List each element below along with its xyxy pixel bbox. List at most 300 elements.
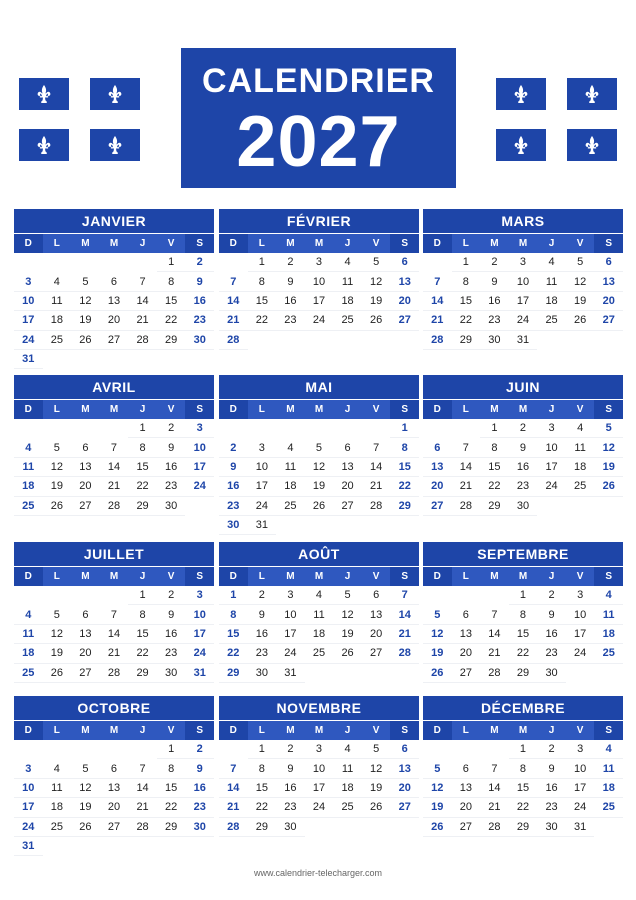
day-cell: 9 <box>157 438 186 457</box>
day-cell: 27 <box>390 798 419 817</box>
fleur-de-lis-icon <box>585 136 599 154</box>
weekday-label: M <box>509 234 538 253</box>
day-cell: 4 <box>333 253 362 272</box>
day-cell: 7 <box>452 438 481 457</box>
day-cell: 29 <box>480 497 509 516</box>
day-cell: 21 <box>100 477 129 496</box>
day-cell: 8 <box>480 438 509 457</box>
day-cell: 15 <box>509 625 538 644</box>
empty-cell <box>128 740 157 759</box>
weekday-label: M <box>480 234 509 253</box>
month-name: AOÛT <box>219 542 419 566</box>
day-cell: 2 <box>157 419 186 438</box>
day-cell: 7 <box>362 438 391 457</box>
empty-cell <box>71 253 100 272</box>
day-cell: 30 <box>480 331 509 350</box>
month-block <box>14 542 214 707</box>
weekday-header <box>14 234 214 253</box>
weekday-label: M <box>305 567 334 586</box>
weekday-label: V <box>566 567 595 586</box>
weekday-header <box>219 721 419 740</box>
quebec-flag <box>19 129 69 161</box>
day-cell: 11 <box>333 759 362 778</box>
day-cell: 24 <box>566 644 595 663</box>
day-cell: 21 <box>362 477 391 496</box>
weekday-label: L <box>452 721 481 740</box>
day-cell: 5 <box>305 438 334 457</box>
day-cell: 8 <box>157 759 186 778</box>
weekday-label: M <box>276 400 305 419</box>
day-cell: 23 <box>248 644 277 663</box>
day-cell: 2 <box>276 740 305 759</box>
day-cell: 17 <box>248 477 277 496</box>
weekday-label: V <box>157 234 186 253</box>
day-cell: 28 <box>128 818 157 837</box>
day-cell: 13 <box>71 458 100 477</box>
day-cell: 12 <box>71 779 100 798</box>
day-cell: 24 <box>14 818 43 837</box>
day-cell: 4 <box>276 438 305 457</box>
day-cell: 12 <box>423 625 452 644</box>
day-cell: 14 <box>219 292 248 311</box>
day-cell: 29 <box>248 818 277 837</box>
day-cell: 2 <box>537 740 566 759</box>
day-cell: 25 <box>276 497 305 516</box>
day-cell: 29 <box>157 331 186 350</box>
day-cell: 24 <box>14 331 43 350</box>
weekday-label: J <box>537 721 566 740</box>
day-cell: 27 <box>362 644 391 663</box>
weekday-header <box>219 567 419 586</box>
day-cell: 12 <box>566 272 595 291</box>
day-cell: 18 <box>43 311 72 330</box>
day-cell: 17 <box>185 458 214 477</box>
day-cell: 11 <box>594 605 623 624</box>
day-cell: 24 <box>305 311 334 330</box>
day-cell: 19 <box>333 625 362 644</box>
month-name: AVRIL <box>14 375 214 399</box>
day-cell: 22 <box>509 798 538 817</box>
day-cell: 14 <box>128 779 157 798</box>
day-cell: 21 <box>480 798 509 817</box>
weekday-label: V <box>157 400 186 419</box>
weekday-label: V <box>566 234 595 253</box>
day-cell: 14 <box>362 458 391 477</box>
day-grid <box>14 740 214 856</box>
day-cell: 31 <box>248 516 277 535</box>
day-cell: 2 <box>185 740 214 759</box>
weekday-label: L <box>248 400 277 419</box>
day-cell: 23 <box>537 798 566 817</box>
month-name: MARS <box>423 209 623 233</box>
weekday-label: M <box>100 721 129 740</box>
empty-cell <box>71 419 100 438</box>
day-cell: 25 <box>333 798 362 817</box>
weekday-label: M <box>480 400 509 419</box>
day-cell: 11 <box>305 605 334 624</box>
day-grid <box>219 586 419 683</box>
day-grid <box>423 586 623 683</box>
day-cell: 19 <box>362 292 391 311</box>
weekday-label: J <box>128 567 157 586</box>
day-cell: 2 <box>219 438 248 457</box>
empty-cell <box>480 740 509 759</box>
day-cell: 11 <box>594 759 623 778</box>
day-cell: 27 <box>333 497 362 516</box>
day-cell: 4 <box>566 419 595 438</box>
day-cell: 17 <box>305 779 334 798</box>
day-cell: 8 <box>128 438 157 457</box>
quebec-flag <box>567 129 617 161</box>
day-cell: 14 <box>100 625 129 644</box>
day-cell: 13 <box>423 458 452 477</box>
day-cell: 8 <box>509 605 538 624</box>
weekday-label: M <box>71 234 100 253</box>
day-cell: 22 <box>219 644 248 663</box>
day-cell: 28 <box>128 331 157 350</box>
weekday-label: M <box>305 234 334 253</box>
day-cell: 10 <box>509 272 538 291</box>
day-cell: 10 <box>305 759 334 778</box>
day-cell: 18 <box>594 779 623 798</box>
day-cell: 10 <box>305 272 334 291</box>
day-cell: 28 <box>480 818 509 837</box>
day-cell: 27 <box>452 818 481 837</box>
day-cell: 1 <box>128 586 157 605</box>
day-cell: 21 <box>452 477 481 496</box>
weekday-label: L <box>452 234 481 253</box>
day-grid <box>219 253 419 350</box>
day-cell: 17 <box>537 458 566 477</box>
day-cell: 28 <box>219 818 248 837</box>
weekday-label: D <box>423 400 452 419</box>
day-cell: 26 <box>71 331 100 350</box>
month-block <box>423 696 623 861</box>
empty-cell <box>100 253 129 272</box>
day-cell: 2 <box>480 253 509 272</box>
day-cell: 8 <box>390 438 419 457</box>
empty-cell <box>71 740 100 759</box>
day-cell: 28 <box>452 497 481 516</box>
day-cell: 13 <box>100 779 129 798</box>
month-name: MAI <box>219 375 419 399</box>
quebec-flag <box>496 78 546 110</box>
day-cell: 30 <box>537 818 566 837</box>
weekday-label: S <box>390 567 419 586</box>
day-cell: 16 <box>276 779 305 798</box>
day-cell: 1 <box>452 253 481 272</box>
day-cell: 17 <box>276 625 305 644</box>
day-cell: 14 <box>128 292 157 311</box>
empty-cell <box>100 419 129 438</box>
empty-cell <box>14 419 43 438</box>
day-cell: 13 <box>452 779 481 798</box>
day-cell: 9 <box>509 438 538 457</box>
day-cell: 22 <box>452 311 481 330</box>
day-cell: 4 <box>43 272 72 291</box>
day-cell: 22 <box>157 798 186 817</box>
day-cell: 22 <box>248 798 277 817</box>
fleur-de-lis-icon <box>514 136 528 154</box>
day-cell: 17 <box>305 292 334 311</box>
day-cell: 14 <box>480 625 509 644</box>
weekday-label: M <box>100 567 129 586</box>
weekday-label: D <box>423 234 452 253</box>
day-cell: 10 <box>185 605 214 624</box>
day-cell: 20 <box>100 798 129 817</box>
weekday-label: V <box>362 567 391 586</box>
day-cell: 29 <box>509 664 538 683</box>
day-cell: 4 <box>333 740 362 759</box>
weekday-label: L <box>248 567 277 586</box>
weekday-label: M <box>276 234 305 253</box>
day-cell: 6 <box>362 586 391 605</box>
day-cell: 7 <box>128 759 157 778</box>
day-cell: 8 <box>128 605 157 624</box>
weekday-label: L <box>248 721 277 740</box>
day-cell: 29 <box>128 497 157 516</box>
weekday-label: L <box>43 721 72 740</box>
day-cell: 23 <box>537 644 566 663</box>
day-cell: 31 <box>509 331 538 350</box>
day-cell: 2 <box>276 253 305 272</box>
day-cell: 3 <box>566 740 595 759</box>
day-cell: 26 <box>423 818 452 837</box>
weekday-label: V <box>157 721 186 740</box>
weekday-label: J <box>537 234 566 253</box>
empty-cell <box>100 740 129 759</box>
empty-cell <box>43 419 72 438</box>
day-cell: 14 <box>480 779 509 798</box>
day-cell: 21 <box>128 798 157 817</box>
day-cell: 10 <box>566 605 595 624</box>
day-cell: 18 <box>14 644 43 663</box>
day-cell: 1 <box>390 419 419 438</box>
weekday-label: S <box>390 721 419 740</box>
day-cell: 18 <box>333 292 362 311</box>
day-grid <box>14 419 214 516</box>
day-cell: 30 <box>537 664 566 683</box>
day-grid <box>14 586 214 683</box>
day-cell: 1 <box>248 253 277 272</box>
day-cell: 1 <box>157 253 186 272</box>
day-cell: 28 <box>219 331 248 350</box>
day-cell: 13 <box>100 292 129 311</box>
day-cell: 8 <box>219 605 248 624</box>
day-cell: 25 <box>43 818 72 837</box>
weekday-label: V <box>157 567 186 586</box>
empty-cell <box>423 740 452 759</box>
month-name: JUILLET <box>14 542 214 566</box>
day-cell: 6 <box>423 438 452 457</box>
empty-cell <box>333 419 362 438</box>
empty-cell <box>423 586 452 605</box>
day-cell: 13 <box>390 759 419 778</box>
day-cell: 18 <box>566 458 595 477</box>
weekday-label: J <box>333 567 362 586</box>
day-cell: 10 <box>14 779 43 798</box>
empty-cell <box>71 586 100 605</box>
day-cell: 11 <box>14 458 43 477</box>
day-cell: 12 <box>71 292 100 311</box>
day-cell: 28 <box>362 497 391 516</box>
day-cell: 27 <box>100 818 129 837</box>
day-cell: 5 <box>71 272 100 291</box>
month-name: FÉVRIER <box>219 209 419 233</box>
day-cell: 6 <box>100 759 129 778</box>
day-cell: 7 <box>390 586 419 605</box>
weekday-header <box>423 721 623 740</box>
day-cell: 20 <box>594 292 623 311</box>
day-cell: 21 <box>219 798 248 817</box>
day-cell: 4 <box>537 253 566 272</box>
weekday-header <box>14 567 214 586</box>
empty-cell <box>452 586 481 605</box>
empty-cell <box>43 740 72 759</box>
day-cell: 19 <box>362 779 391 798</box>
day-cell: 23 <box>157 477 186 496</box>
day-cell: 29 <box>157 818 186 837</box>
day-cell: 31 <box>14 350 43 369</box>
day-cell: 26 <box>305 497 334 516</box>
day-grid <box>423 740 623 837</box>
weekday-label: L <box>452 400 481 419</box>
empty-cell <box>43 586 72 605</box>
day-cell: 3 <box>566 586 595 605</box>
weekday-label: V <box>566 400 595 419</box>
weekday-label: D <box>14 400 43 419</box>
day-cell: 25 <box>594 798 623 817</box>
day-cell: 20 <box>452 798 481 817</box>
day-cell: 15 <box>128 458 157 477</box>
day-cell: 4 <box>305 586 334 605</box>
day-cell: 8 <box>248 272 277 291</box>
day-cell: 9 <box>276 759 305 778</box>
weekday-label: S <box>185 234 214 253</box>
day-cell: 6 <box>390 740 419 759</box>
day-cell: 7 <box>423 272 452 291</box>
day-cell: 7 <box>219 272 248 291</box>
day-cell: 20 <box>71 644 100 663</box>
day-cell: 3 <box>14 272 43 291</box>
day-cell: 14 <box>423 292 452 311</box>
day-cell: 4 <box>43 759 72 778</box>
weekday-label: M <box>71 567 100 586</box>
day-cell: 22 <box>509 644 538 663</box>
day-cell: 24 <box>509 311 538 330</box>
day-cell: 27 <box>100 331 129 350</box>
day-cell: 16 <box>509 458 538 477</box>
day-cell: 21 <box>423 311 452 330</box>
day-cell: 28 <box>480 664 509 683</box>
day-cell: 11 <box>43 292 72 311</box>
day-cell: 20 <box>390 779 419 798</box>
day-cell: 23 <box>185 311 214 330</box>
month-name: JUIN <box>423 375 623 399</box>
weekday-label: M <box>276 721 305 740</box>
weekday-label: J <box>333 234 362 253</box>
weekday-label: M <box>71 721 100 740</box>
day-cell: 16 <box>219 477 248 496</box>
day-cell: 27 <box>423 497 452 516</box>
day-cell: 19 <box>423 798 452 817</box>
empty-cell <box>423 419 452 438</box>
day-cell: 24 <box>276 644 305 663</box>
day-cell: 22 <box>390 477 419 496</box>
weekday-label: J <box>128 400 157 419</box>
weekday-label: M <box>509 567 538 586</box>
day-cell: 12 <box>43 625 72 644</box>
day-grid <box>219 740 419 837</box>
day-cell: 31 <box>14 837 43 856</box>
day-cell: 18 <box>305 625 334 644</box>
day-cell: 25 <box>594 644 623 663</box>
weekday-label: L <box>43 234 72 253</box>
month-block <box>14 209 214 374</box>
day-cell: 9 <box>157 605 186 624</box>
day-cell: 12 <box>594 438 623 457</box>
day-cell: 10 <box>537 438 566 457</box>
weekday-label: S <box>185 400 214 419</box>
day-cell: 24 <box>185 477 214 496</box>
day-cell: 25 <box>14 664 43 683</box>
weekday-label: J <box>537 567 566 586</box>
day-cell: 26 <box>43 664 72 683</box>
fleur-de-lis-icon <box>37 136 51 154</box>
day-cell: 6 <box>452 605 481 624</box>
day-cell: 2 <box>248 586 277 605</box>
day-cell: 3 <box>537 419 566 438</box>
day-cell: 17 <box>14 311 43 330</box>
day-cell: 10 <box>14 292 43 311</box>
day-cell: 20 <box>333 477 362 496</box>
day-cell: 18 <box>594 625 623 644</box>
day-cell: 23 <box>480 311 509 330</box>
day-cell: 1 <box>509 586 538 605</box>
month-name: SEPTEMBRE <box>423 542 623 566</box>
day-cell: 11 <box>566 438 595 457</box>
day-cell: 17 <box>185 625 214 644</box>
weekday-header <box>423 234 623 253</box>
day-cell: 30 <box>185 818 214 837</box>
day-cell: 3 <box>509 253 538 272</box>
weekday-label: D <box>14 721 43 740</box>
month-block <box>423 542 623 707</box>
day-cell: 12 <box>333 605 362 624</box>
day-cell: 13 <box>333 458 362 477</box>
day-cell: 9 <box>537 759 566 778</box>
day-cell: 13 <box>390 272 419 291</box>
quebec-flag <box>19 78 69 110</box>
day-cell: 18 <box>333 779 362 798</box>
day-cell: 3 <box>248 438 277 457</box>
day-cell: 24 <box>566 798 595 817</box>
month-name: NOVEMBRE <box>219 696 419 720</box>
weekday-label: L <box>43 567 72 586</box>
day-cell: 30 <box>157 497 186 516</box>
day-cell: 25 <box>43 331 72 350</box>
day-cell: 19 <box>71 798 100 817</box>
weekday-header <box>423 567 623 586</box>
day-cell: 15 <box>509 779 538 798</box>
day-cell: 16 <box>276 292 305 311</box>
weekday-label: D <box>219 721 248 740</box>
day-cell: 12 <box>305 458 334 477</box>
day-grid <box>219 419 419 535</box>
day-cell: 4 <box>14 438 43 457</box>
day-cell: 28 <box>423 331 452 350</box>
day-cell: 22 <box>128 477 157 496</box>
